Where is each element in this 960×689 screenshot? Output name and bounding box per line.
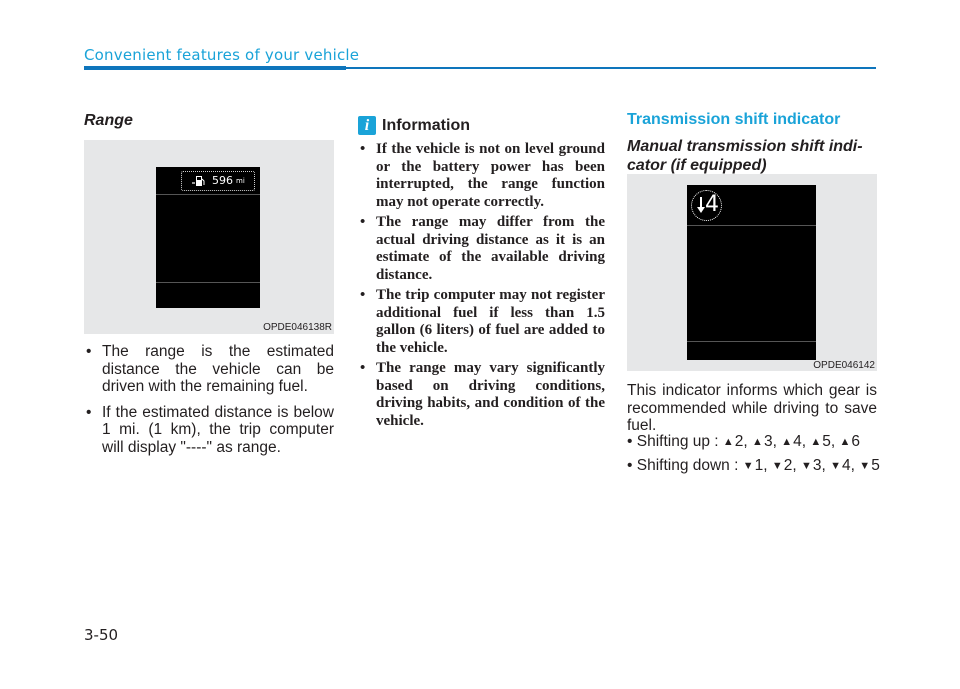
display-divider-top bbox=[687, 225, 816, 226]
info-icon: i bbox=[358, 116, 376, 135]
shift-up-gear: ▲6 bbox=[839, 433, 860, 450]
list-item: • If the estimated distance is below 1 mi. (1 km), the trip computer will display "----" as range. bbox=[84, 404, 334, 457]
transmission-heading: Transmission shift indicator bbox=[627, 111, 841, 128]
fuel-pump-icon bbox=[192, 175, 206, 187]
shift-down-gear: ▼2, bbox=[771, 457, 797, 474]
shift-indicator-description: This indicator informs which gear is recommended while driving to save fuel. bbox=[627, 382, 877, 434]
triangle-down-icon: ▼ bbox=[830, 460, 842, 472]
section-header-title: Convenient features of your vehicle bbox=[84, 46, 360, 64]
cluster-display bbox=[687, 185, 816, 360]
list-item: • The range may differ from the actual driving distance as it is an estimate of the available driving distance. bbox=[358, 214, 605, 284]
info-title: Information bbox=[382, 117, 470, 134]
triangle-down-icon: ▼ bbox=[801, 460, 812, 472]
triangle-down-icon: ▼ bbox=[859, 460, 871, 472]
triangle-up-icon: ▲ bbox=[752, 436, 763, 448]
cluster-display bbox=[156, 167, 260, 308]
triangle-down-icon: ▼ bbox=[771, 460, 783, 472]
shift-up-gear: ▲4, bbox=[781, 433, 807, 450]
triangle-up-icon: ▲ bbox=[781, 436, 793, 448]
header-rule-accent bbox=[84, 66, 346, 70]
triangle-up-icon: ▲ bbox=[722, 436, 734, 448]
page-number: 3-50 bbox=[84, 626, 119, 644]
range-bullet-list bbox=[84, 343, 334, 464]
gear-indicator bbox=[691, 190, 722, 221]
list-item: • The trip computer may not register additional fuel if less than 1.5 gallon (6 liters) of fuel are added to the vehicle. bbox=[358, 287, 605, 357]
triangle-up-icon: ▲ bbox=[810, 436, 822, 448]
shift-up-gear: ▲3, bbox=[752, 433, 777, 450]
shift-up-line: • Shifting up : ▲2, ▲3, ▲4, ▲5, ▲6 bbox=[627, 433, 860, 450]
info-bullet-list bbox=[358, 141, 605, 433]
recommended-gear: 4 bbox=[705, 192, 719, 217]
range-figure bbox=[84, 140, 334, 334]
shift-down-arrow-icon bbox=[697, 197, 705, 214]
shift-down-gear: ▼1, bbox=[742, 457, 768, 474]
range-figure-caption: OPDE046138R bbox=[263, 322, 332, 333]
shift-down-gear: ▼4, bbox=[830, 457, 855, 474]
shift-figure-caption: OPDE046142 bbox=[813, 360, 875, 371]
list-item: • The range may vary significantly based on driving conditions, driving habits, and condition of the vehicle. bbox=[358, 360, 605, 430]
range-heading: Range bbox=[84, 112, 133, 129]
shift-down-gear: ▼5 bbox=[859, 457, 880, 474]
triangle-up-icon: ▲ bbox=[839, 436, 851, 448]
header-rule bbox=[346, 67, 876, 69]
triangle-down-icon: ▼ bbox=[742, 460, 754, 472]
display-divider-bottom bbox=[687, 341, 816, 342]
range-value: 596 bbox=[212, 174, 233, 187]
shift-down-gear: ▼3, bbox=[801, 457, 826, 474]
shift-up-gear: ▲5, bbox=[810, 433, 836, 450]
manual-shift-subheading: Manual transmission shift indi- cator (if equipped) bbox=[627, 138, 863, 174]
shift-indicator-figure bbox=[627, 174, 877, 371]
range-unit: mi bbox=[236, 177, 245, 185]
range-readout-box bbox=[181, 171, 255, 191]
shift-down-line: • Shifting down : ▼1, ▼2, ▼3, ▼4, ▼5 bbox=[627, 457, 880, 474]
display-divider-bottom bbox=[156, 282, 260, 283]
list-item: • If the vehicle is not on level ground or the battery power has been interrupted, the range function may not operate correctly. bbox=[358, 141, 605, 211]
display-divider-top bbox=[156, 194, 260, 195]
list-item: • The range is the estimated distance the vehicle can be driven with the remaining fuel. bbox=[84, 343, 334, 396]
shift-up-gear: ▲2, bbox=[722, 433, 748, 450]
